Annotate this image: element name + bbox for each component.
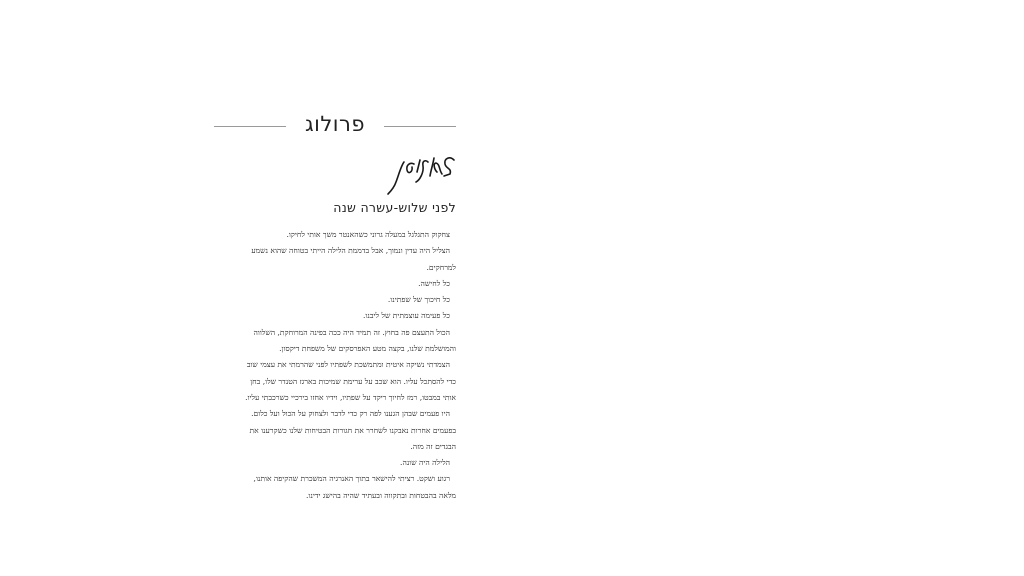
body-line: רגוע ושקט. רציתי להישאר בתוך האנרגיה המשכרת שהקיפה אותנו, xyxy=(253,474,450,484)
body-line: כל חיכוך של שפתינו. xyxy=(387,295,450,305)
chapter-header xyxy=(214,112,456,140)
body-line: בפעמים אחרות נאבקנו לשחרר את חגורות הבטיחות שלנו כשקרענו את xyxy=(249,425,456,435)
handwritten-signature xyxy=(214,150,456,196)
body-line: הצמדתי נשיקה איטית ומתמשכת לשפתיו לפני שהרמתי את עצמי שוב xyxy=(246,360,450,370)
body-line: צחקוק התגלגל במעלה גרוני כשהאנטר משך אותי לחיקו. xyxy=(286,230,450,239)
divider-left xyxy=(214,126,286,127)
body-line: הכול התעצם פה בחוץ. זה תמיד היה ככה בפינה המרוחקת, השלווה xyxy=(253,327,450,337)
signature-image xyxy=(384,150,458,196)
chapter-title: פרולוג xyxy=(304,112,365,136)
body-line: אותי במבטו, רמז לחיוך ריקד על שפתיו, וידיו אחזו בירכיי כשרכבתי עליו. xyxy=(245,392,456,402)
body-line: כל לחישה. xyxy=(418,278,450,288)
body-line: הבגדים זה מזה. xyxy=(410,441,456,451)
body-line: היו פעמים שבהן הגענו לפה רק כדי לדבר ולצחוק על הכול ועל כלום. xyxy=(251,409,450,419)
book-page xyxy=(214,112,456,522)
body-line: הלילה היה שונה. xyxy=(400,458,450,468)
body-line: מלאה בהבטחות ובתקווה ובעתיד שהיה בהישג ידינו. xyxy=(306,490,456,500)
body-line: כדי להסתכל עליו. הוא שכב על ערימת שמיכות בארגז הטנדר שלו, בחן xyxy=(250,376,456,386)
body-line: הצליל היה עדין ונמוך, אבל בדממת הלילה הייתי בטוחה שהוא נשמע xyxy=(251,246,450,256)
body-line: למרחקים. xyxy=(426,262,456,272)
prologue-body-text xyxy=(214,227,456,504)
body-line: כל פעימה עוצמתית של ליבנו. xyxy=(363,311,450,321)
dateline: לפני שלוש-עשרה שנה xyxy=(333,200,456,215)
body-line: והמושלמת שלנו, בקצה מטע האפרסקים של משפחת דיקסון. xyxy=(279,344,456,354)
